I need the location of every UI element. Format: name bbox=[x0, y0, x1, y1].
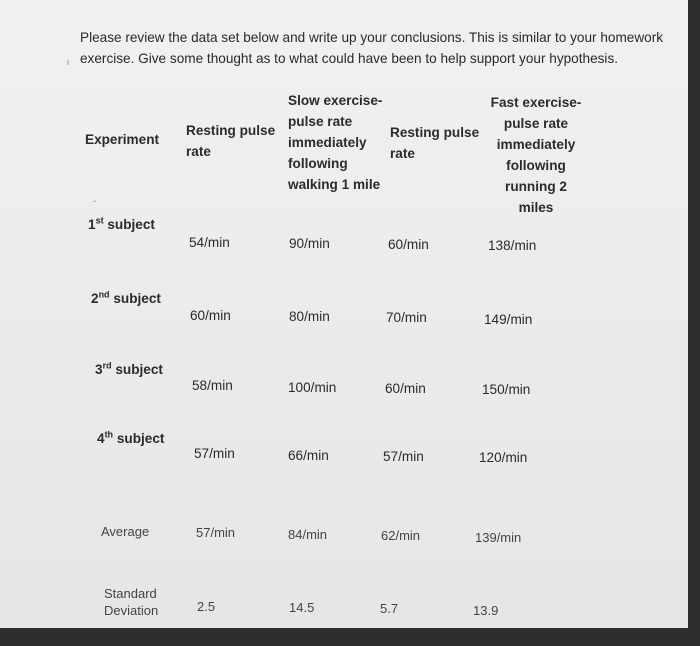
instructions-text: Please review the data set below and write up your conclusions. This is similar to your homework exercise. Give some thought as to what could have been to help support your hypothesis. bbox=[80, 30, 664, 66]
cell-subject-1-fast: 138/min bbox=[488, 238, 537, 253]
cell-subject-4-slow: 66/min bbox=[288, 448, 329, 463]
row-label-subject-1: 1st subject bbox=[88, 215, 155, 232]
row-label-average: Average bbox=[101, 524, 150, 539]
cell-average-fast: 139/min bbox=[475, 530, 522, 545]
cell-subject-3-fast: 150/min bbox=[482, 382, 531, 397]
cell-subject-2-resting-1: 60/min bbox=[190, 308, 231, 323]
cell-subject-3-resting-1: 58/min bbox=[192, 378, 233, 393]
cell-subject-2-resting-2: 70/min bbox=[386, 310, 427, 325]
cell-subject-1-resting-1: 54/min bbox=[189, 235, 230, 250]
cell-subject-2-slow: 80/min bbox=[289, 309, 330, 324]
cell-stddev-resting-1: 2.5 bbox=[197, 599, 216, 614]
cell-stddev-slow: 14.5 bbox=[289, 600, 315, 615]
row-label-standard-deviation: Standard Deviation bbox=[104, 586, 159, 618]
header-fast-exercise: Fast exercise- pulse rate immediately following running 2 miles bbox=[490, 95, 582, 215]
cell-subject-1-slow: 90/min bbox=[289, 236, 330, 251]
cell-stddev-resting-2: 5.7 bbox=[380, 601, 399, 616]
cell-subject-4-resting-2: 57/min bbox=[383, 449, 424, 464]
cell-average-slow: 84/min bbox=[288, 527, 328, 542]
cell-average-resting-2: 62/min bbox=[381, 528, 421, 543]
header-resting-1: Resting pulse rate bbox=[186, 123, 276, 159]
header-resting-2: Resting pulse rate bbox=[390, 125, 480, 161]
cell-stddev-fast: 13.9 bbox=[473, 603, 499, 618]
cell-subject-2-fast: 149/min bbox=[484, 312, 533, 327]
stray-mark: ˆ bbox=[93, 200, 97, 211]
cell-subject-3-resting-2: 60/min bbox=[385, 381, 426, 396]
row-label-subject-3: 3rd subject bbox=[95, 360, 163, 377]
row-label-subject-4: 4th subject bbox=[97, 429, 165, 446]
header-slow-exercise: Slow exercise- pulse rate immediately following walking 1 mile bbox=[288, 93, 383, 192]
stray-mark: ι bbox=[67, 57, 70, 68]
row-label-subject-2: 2nd subject bbox=[91, 289, 161, 306]
cell-average-resting-1: 57/min bbox=[196, 525, 236, 540]
header-experiment: Experiment bbox=[85, 132, 160, 147]
cell-subject-3-slow: 100/min bbox=[288, 380, 337, 395]
cell-subject-4-resting-1: 57/min bbox=[194, 446, 235, 461]
cell-subject-4-fast: 120/min bbox=[479, 450, 528, 465]
cell-subject-1-resting-2: 60/min bbox=[388, 237, 429, 252]
